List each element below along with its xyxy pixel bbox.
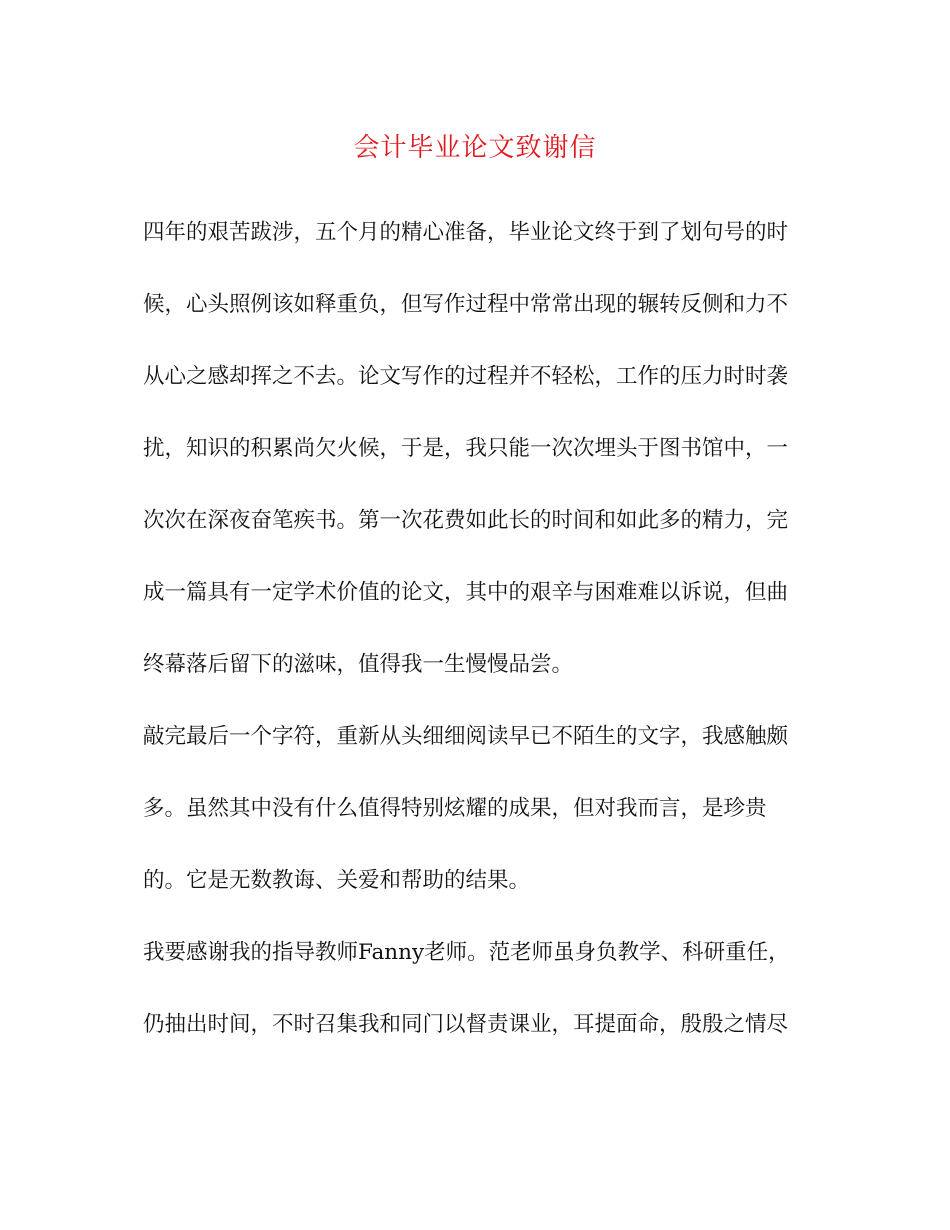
text-line-5: 次次在深夜奋笔疾书。第一次花费如此长的时间和如此多的精力，完 [143, 508, 789, 533]
text-line-2: 候，心头照例该如释重负，但写作过程中常常出现的辗转反侧和力不 [143, 292, 789, 317]
text-line-10: 的。它是无数教诲、关爱和帮助的结果。 [143, 868, 531, 893]
text-line-1: 四年的艰苦跋涉，五个月的精心准备，毕业论文终于到了划句号的时 [143, 220, 789, 245]
text-line-12: 仍抽出时间，不时召集我和同门以督责课业，耳提面命，殷殷之情尽 [143, 1012, 789, 1037]
document-title: 会计毕业论文致谢信 [353, 133, 597, 163]
text-line-9: 多。虽然其中没有什么值得特别炫耀的成果，但对我而言，是珍贵 [143, 796, 767, 821]
text-line-11: 我要感谢我的指导教师Fanny老师。范老师虽身负教学、科研重任， [143, 940, 790, 965]
text-line-7: 终幕落后留下的滋味，值得我一生慢慢品尝。 [143, 652, 574, 677]
text-line-4: 扰，知识的积累尚欠火候，于是，我只能一次次埋头于图书馆中，一 [143, 436, 789, 461]
text-line-8: 敲完最后一个字符，重新从头细细阅读早已不陌生的文字，我感触颇 [143, 724, 789, 749]
text-line-6: 成一篇具有一定学术价值的论文，其中的艰辛与困难难以诉说，但曲 [143, 580, 789, 605]
text-line-3: 从心之感却挥之不去。论文写作的过程并不轻松，工作的压力时时袭 [143, 364, 789, 389]
